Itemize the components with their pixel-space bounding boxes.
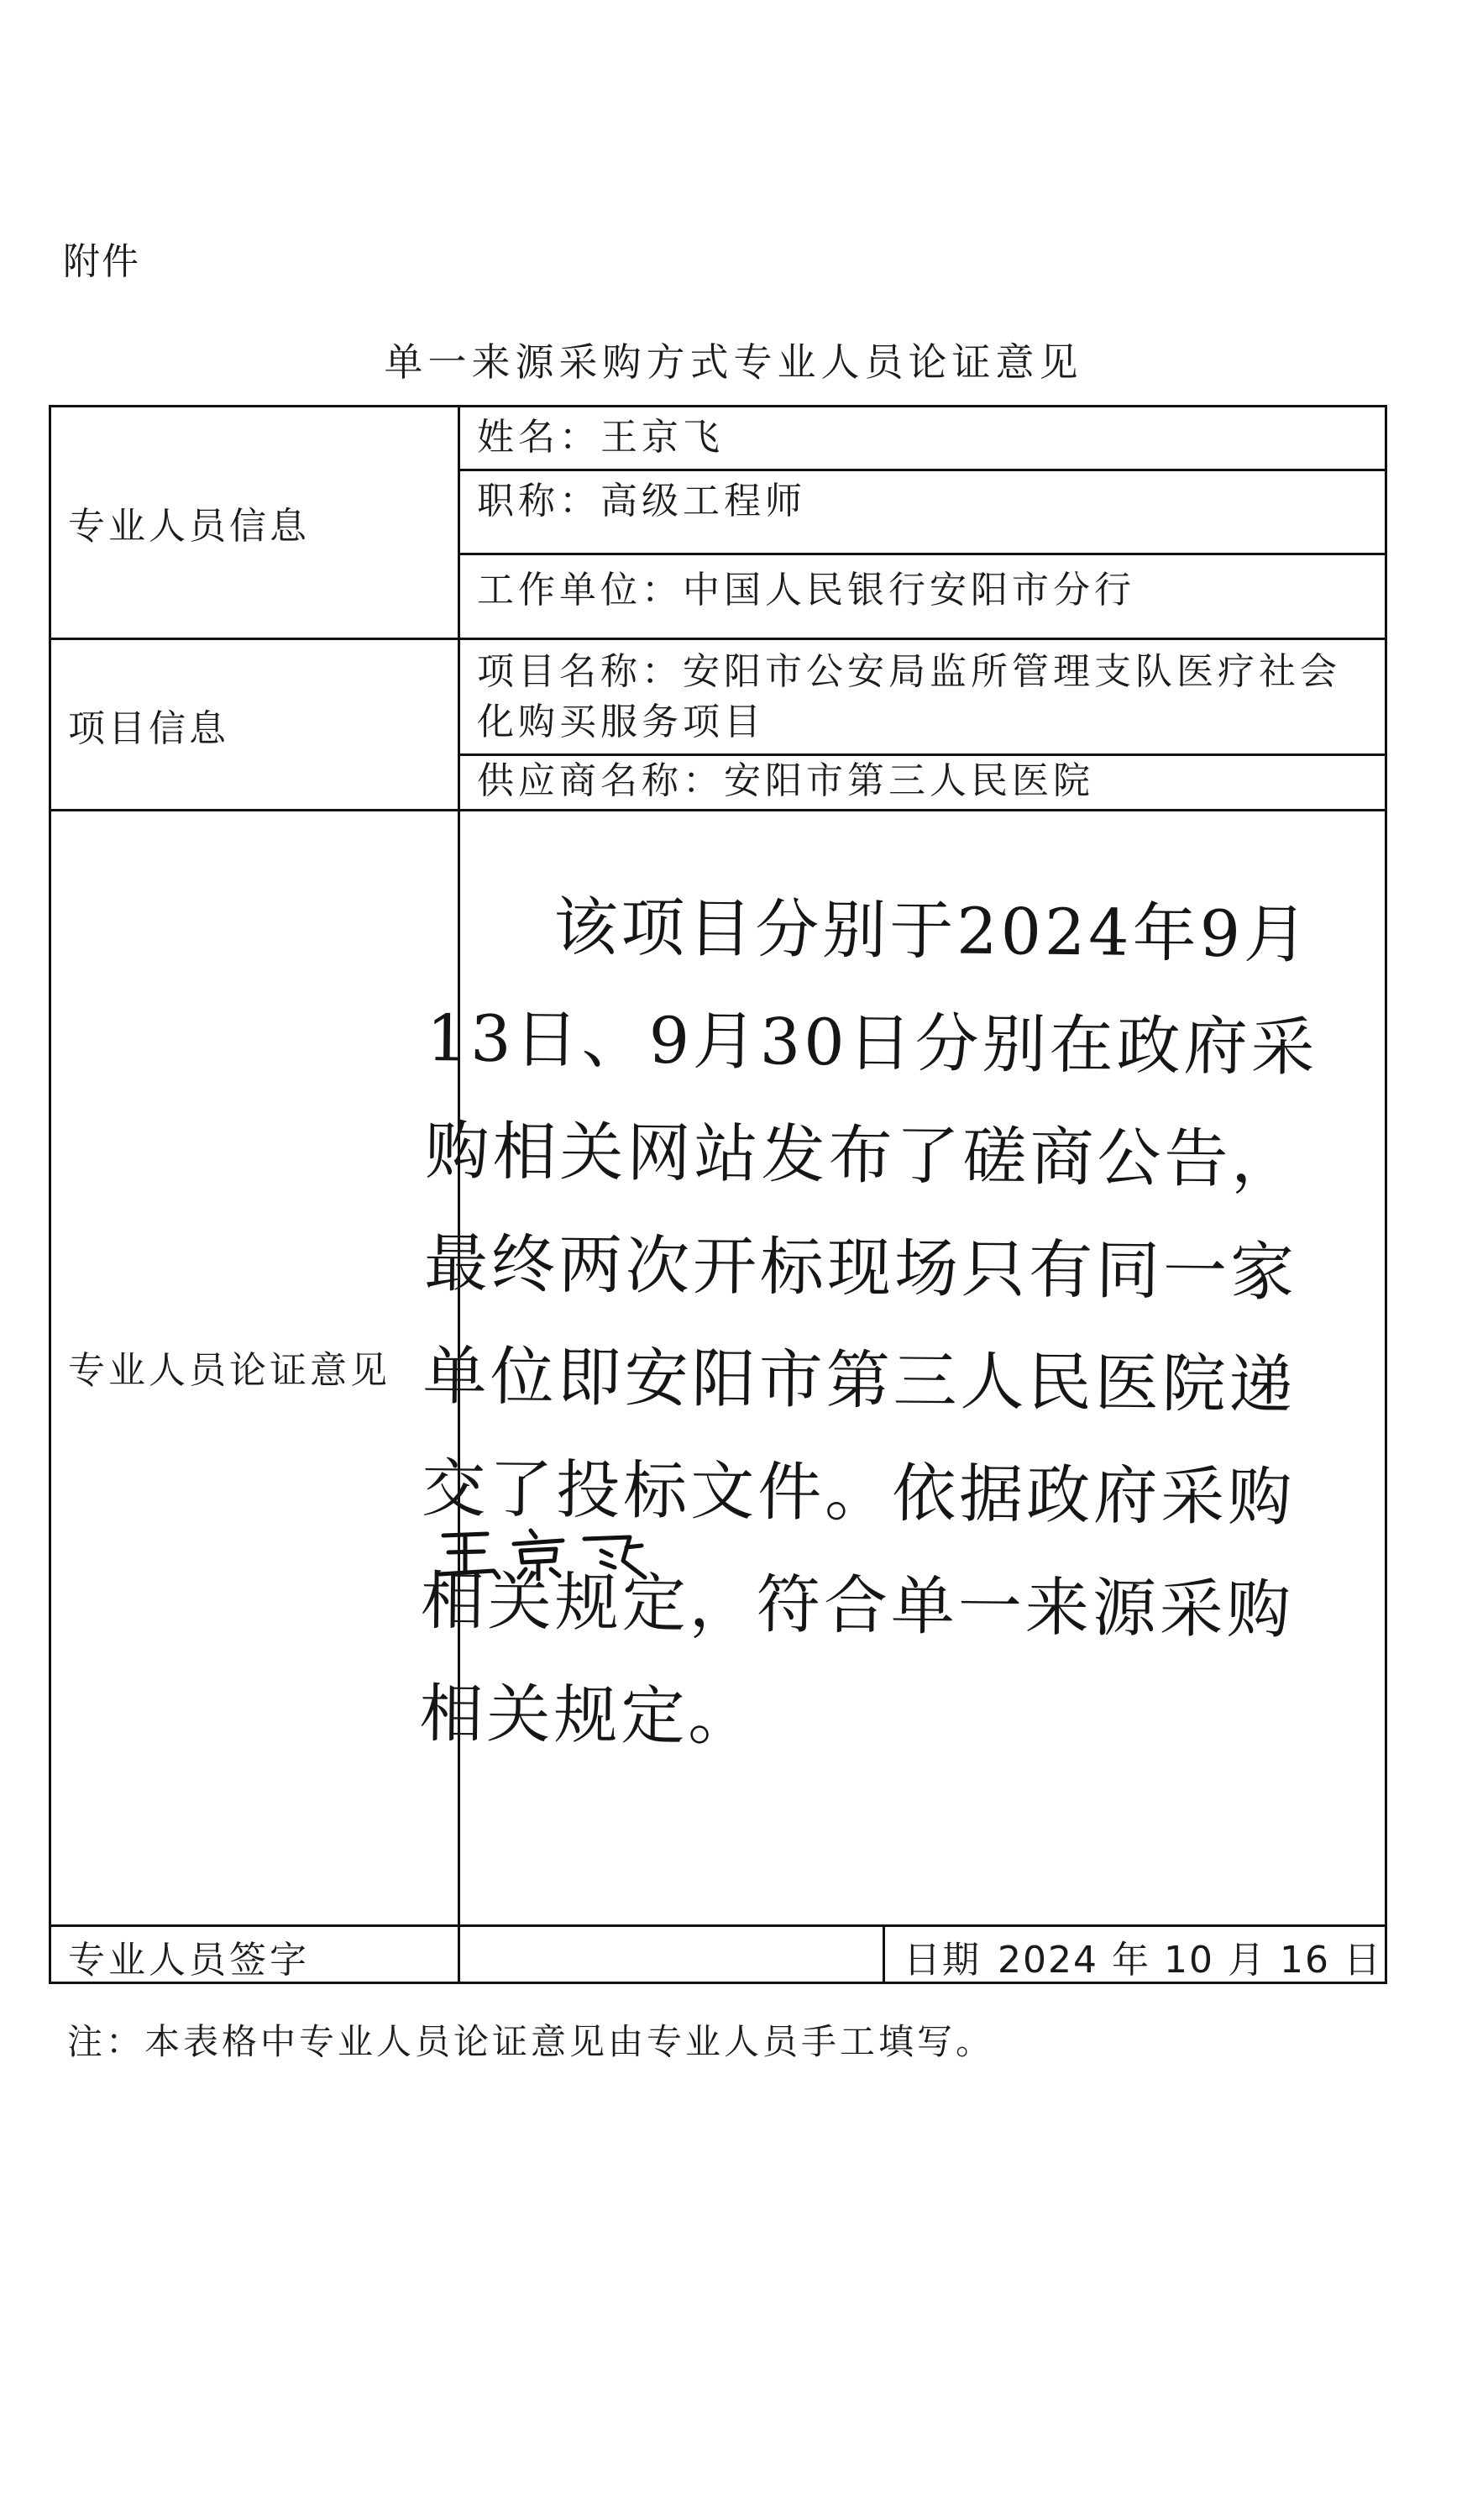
project-info-label: 项目信息 [68, 707, 229, 750]
date-year: 2024 [998, 1939, 1098, 1982]
attachment-label: 附件 [63, 240, 140, 283]
row-divider [460, 469, 1385, 471]
expert-title: 职称：高级工程师 [477, 480, 806, 522]
opinion-label: 专业人员论证意见 [68, 1349, 390, 1392]
row-divider [51, 1924, 1385, 1927]
row-divider [460, 553, 1385, 555]
row-divider [51, 638, 1385, 640]
signing-date [904, 1929, 1386, 1983]
expert-info-label: 专业人员信息 [68, 505, 310, 548]
expert-name: 姓名：王京飞 [477, 416, 724, 459]
handwritten-signature [437, 1527, 689, 1581]
document-title: 单一来源采购方式专业人员论证意见 [384, 339, 1083, 385]
expert-workplace: 工作单位：中国人民银行安阳市分行 [477, 569, 1135, 612]
month-unit: 月 [1227, 1939, 1266, 1982]
project-name: 项目名称：安阳市公安局监所管理支队医疗社会化购买服务项目 [477, 650, 1341, 743]
handwritten-opinion: 该项目分别于2024年9月13日、9月30日分别在政府采购相关网站发布了磋商公告，最终两次开标现场只有同一家单位即安阳市第三人民医院递交了投标文件。依据政府采购相关规定，符合单一来源采购相关规定。 [419, 889, 1319, 1755]
row-divider [51, 809, 1385, 811]
day-unit: 日 [1343, 1939, 1382, 1982]
footnote: 注：本表格中专业人员论证意见由专业人员手工填写。 [67, 2021, 995, 2062]
date-month: 10 [1163, 1939, 1214, 1982]
column-divider [883, 1924, 885, 1982]
year-unit: 年 [1111, 1939, 1150, 1982]
date-day: 16 [1279, 1939, 1330, 1982]
date-value [994, 1939, 1386, 1984]
date-prefix: 日期 [904, 1939, 981, 1982]
signature-label: 专业人员签字 [68, 1939, 310, 1982]
supplier-name: 供应商名称：安阳市第三人民医院 [477, 759, 1094, 802]
